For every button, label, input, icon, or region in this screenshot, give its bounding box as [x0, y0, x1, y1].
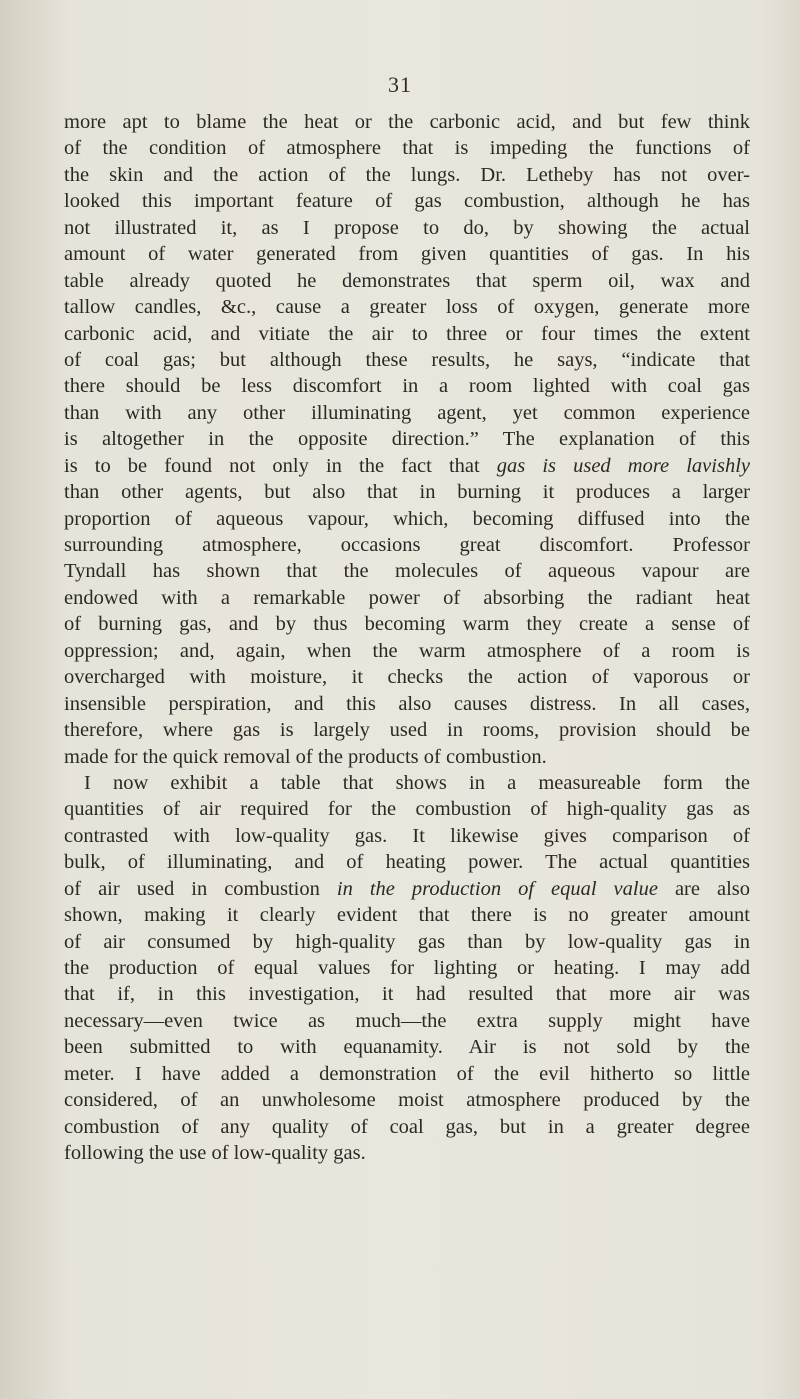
- page-number: 31: [388, 72, 412, 97]
- text-line: looked this important feature of gas combustion, although he has: [64, 190, 750, 213]
- text-line: shown, making it clearly evident that there is no greater amount: [64, 904, 750, 927]
- text-line: necessary—even twice as much—the extra supply might have: [64, 1009, 750, 1032]
- text-line: considered, of an unwholesome moist atmosphere produced by the: [64, 1089, 750, 1112]
- text-line: following the use of low-quality gas.: [64, 1142, 366, 1165]
- text-line: Tyndall has shown that the molecules of aqueous vapour are: [64, 560, 750, 583]
- text-line: overcharged with moisture, it checks the action of vaporous or: [64, 666, 750, 689]
- text-line: the production of equal values for lighting or heating. I may add: [64, 957, 750, 979]
- text-line-with-italic: [64, 876, 750, 902]
- text-line: carbonic acid, and vitiate the air to three or four times the extent: [64, 322, 750, 345]
- text-line: tallow candles, &c., cause a greater loss of oxygen, generate more: [64, 296, 750, 319]
- text-line: there should be less discomfort in a room lighted with coal gas: [64, 375, 750, 398]
- text-line: the skin and the action of the lungs. Dr. Letheby has not over-: [64, 163, 750, 186]
- text-line: therefore, where gas is largely used in rooms, provision should be: [64, 719, 750, 742]
- text-line: surrounding atmosphere, occasions great discomfort. Professor: [64, 534, 750, 556]
- text-line: insensible perspiration, and this also causes distress. In all cases,: [64, 692, 750, 715]
- text-line: more apt to blame the heat or the carbonic acid, and but few think: [64, 111, 750, 133]
- text-line: made for the quick removal of the products of combustion.: [64, 745, 547, 768]
- text-line: contrasted with low-quality gas. It likewise gives comparison of: [64, 824, 750, 847]
- italic-phrase: in the production of equal value: [336, 877, 658, 900]
- italic-phrase: gas is used more lavishly: [496, 454, 750, 477]
- text-segment: are also: [657, 877, 750, 900]
- text-segment: of air used in combustion: [64, 877, 337, 900]
- text-line: than with any other illuminating agent, yet common experience: [64, 401, 750, 424]
- text-line: of burning gas, and by thus becoming warm they create a sense of: [64, 613, 750, 636]
- text-line: of the condition of atmosphere that is impeding the functions of: [64, 137, 750, 160]
- text-line: table already quoted he demonstrates that sperm oil, wax and: [64, 269, 750, 292]
- text-line: of coal gas; but although these results, he says, “indicate that: [64, 348, 750, 371]
- text-line-with-italic: [64, 453, 750, 479]
- body-text: [64, 109, 750, 1167]
- text-line: amount of water generated from given quantities of gas. In his: [64, 243, 750, 266]
- text-line: been submitted to with equanamity. Air is not sold by the: [64, 1036, 750, 1059]
- text-line: I now exhibit a table that shows in a measureable form the: [84, 771, 750, 794]
- text-line: meter. I have added a demonstration of the evil hitherto so little: [64, 1062, 750, 1085]
- text-line: than other agents, but also that in burning it produces a larger: [64, 481, 750, 504]
- text-line: bulk, of illuminating, and of heating power. The actual quantities: [64, 851, 750, 874]
- text-line: not illustrated it, as I propose to do, by showing the actual: [64, 216, 750, 239]
- text-line: is altogether in the opposite direction.” The explanation of this: [64, 428, 750, 451]
- text-line: endowed with a remarkable power of absorbing the radiant heat: [64, 586, 750, 609]
- text-segment: is to be found not only in the fact that: [64, 454, 497, 477]
- text-line: of air consumed by high-quality gas than by low-quality gas in: [64, 930, 750, 953]
- text-line: oppression; and, again, when the warm atmosphere of a room is: [64, 639, 750, 662]
- text-line: quantities of air required for the combustion of high-quality gas as: [64, 798, 750, 821]
- text-line: combustion of any quality of coal gas, but in a greater degree: [64, 1115, 750, 1138]
- text-line: that if, in this investigation, it had resulted that more air was: [64, 983, 750, 1006]
- text-line: proportion of aqueous vapour, which, becoming diffused into the: [64, 507, 750, 530]
